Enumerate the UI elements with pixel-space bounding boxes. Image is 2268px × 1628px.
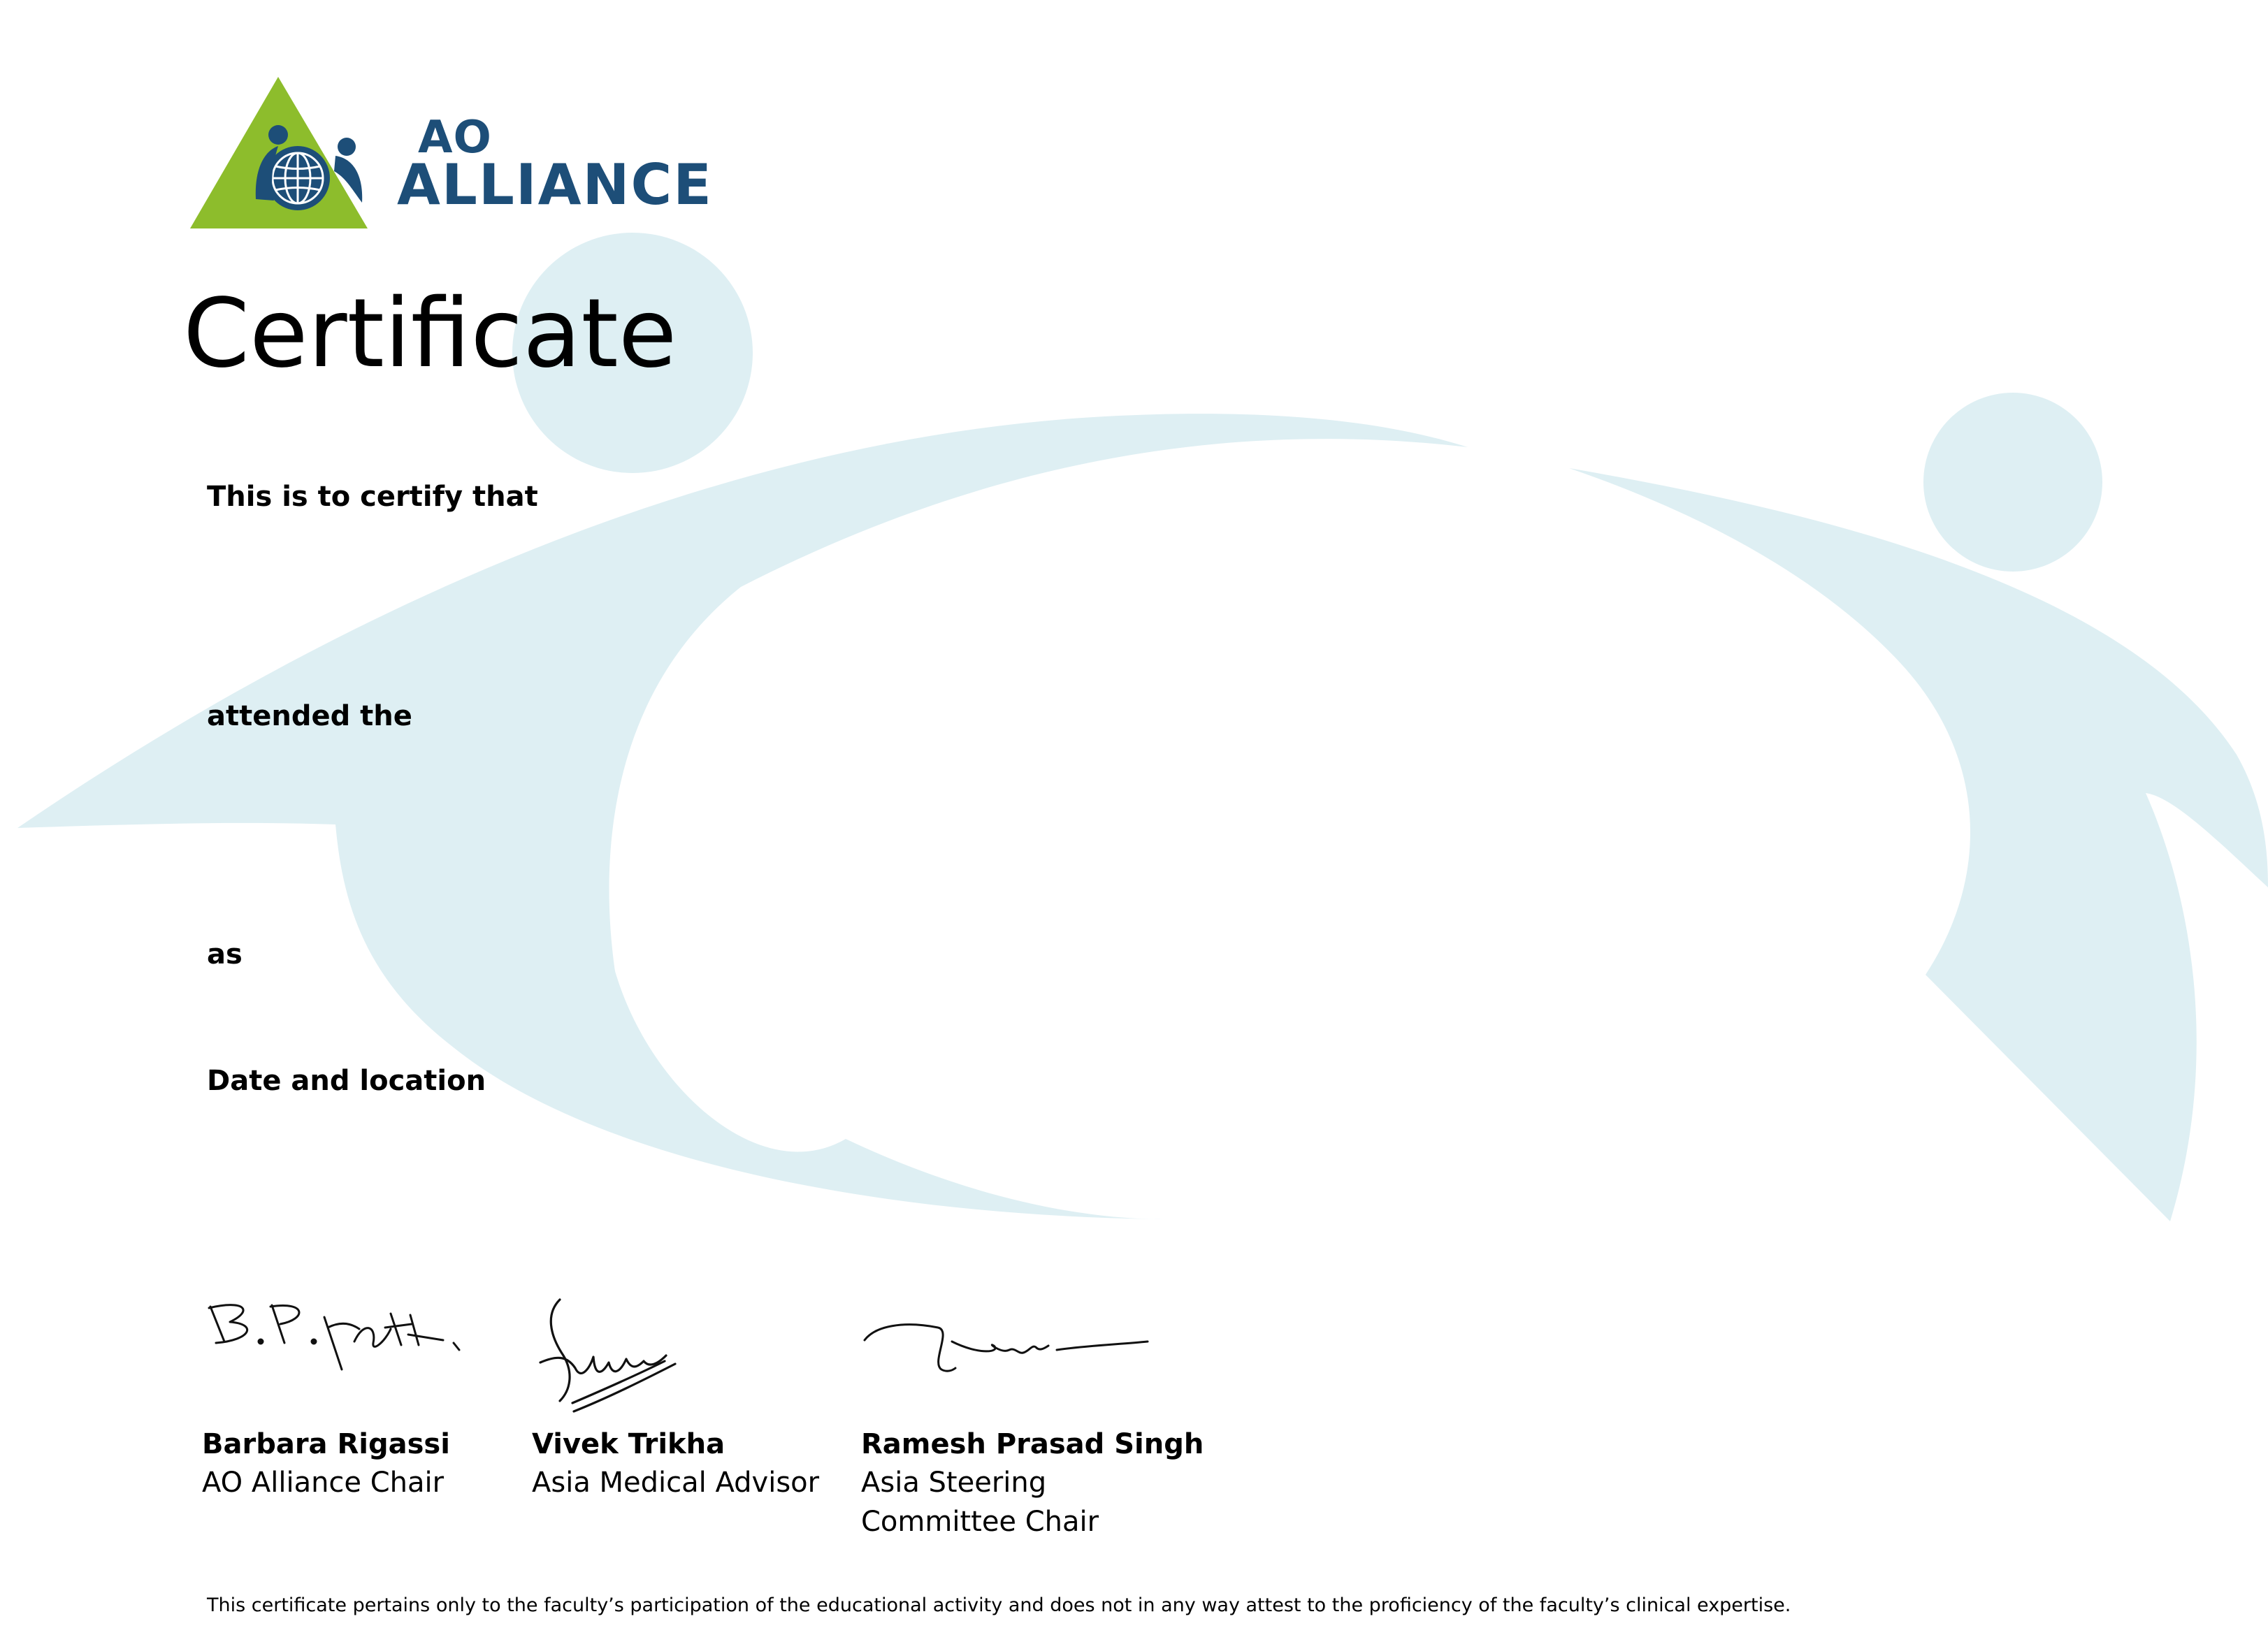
signatory-2-role: Asia Medical Advisor <box>532 1467 820 1499</box>
logo-text-ao: AO <box>418 112 492 163</box>
ao-alliance-logo-icon <box>187 73 373 231</box>
watermark-figure-right <box>1569 468 2268 1221</box>
signatory-2-name: Vivek Trikha <box>532 1428 725 1460</box>
signatory-3 <box>861 1286 1204 1541</box>
certificate-title: Certificate <box>183 279 677 389</box>
logo-text-alliance: ALLIANCE <box>397 152 713 217</box>
signature-3 <box>861 1286 1183 1425</box>
signatory-1 <box>202 1286 496 1502</box>
as-label: as <box>207 938 243 971</box>
signature-1 <box>202 1286 482 1425</box>
signature-2 <box>532 1286 811 1425</box>
signatory-3-name: Ramesh Prasad Singh <box>861 1428 1204 1460</box>
certify-label: This is to certify that <box>207 481 538 513</box>
ao-alliance-wordmark <box>397 112 713 217</box>
signatory-2 <box>532 1286 825 1502</box>
attended-label: attended the <box>207 700 412 732</box>
signatory-3-role: Asia Steering Committee Chair <box>861 1467 1099 1538</box>
ao-alliance-logo <box>187 73 718 234</box>
watermark-head-right <box>1923 393 2102 572</box>
signatory-1-name: Barbara Rigassi <box>202 1428 450 1460</box>
disclaimer-text: This certificate pertains only to the faculty’s participation of the educational activity and does not in any way attest to the proficiency of the faculty’s clinical expertise. <box>207 1594 1791 1616</box>
date-location-label: Date and location <box>207 1065 486 1097</box>
watermark-figure-left <box>17 414 1468 1219</box>
signatory-1-role: AO Alliance Chair <box>202 1467 445 1499</box>
